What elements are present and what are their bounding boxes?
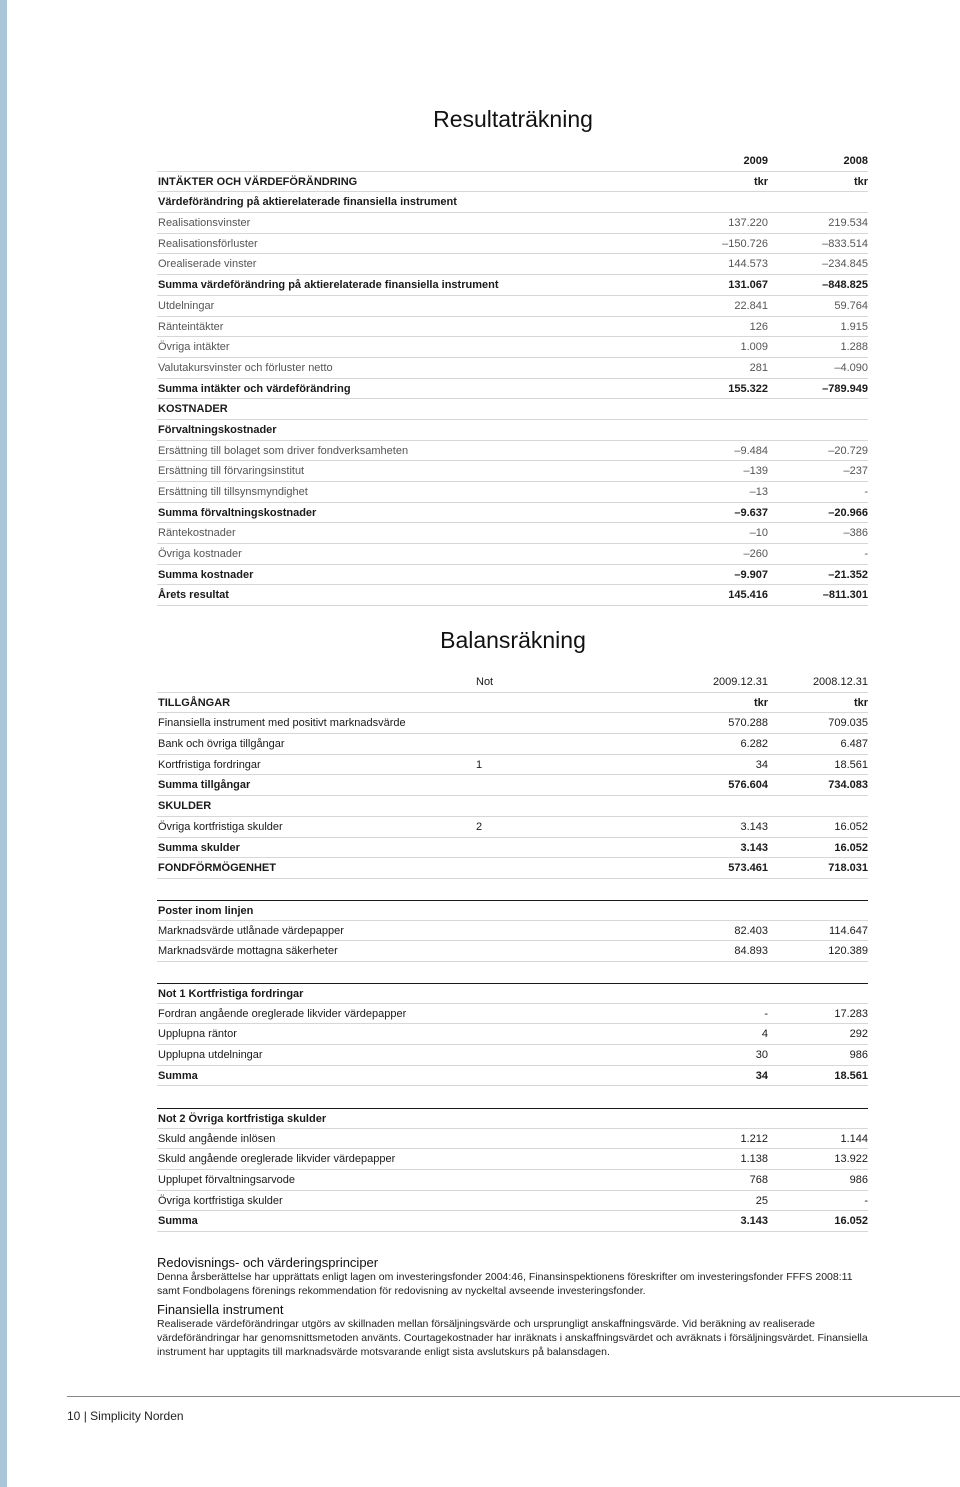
row-value-2: 16.052 bbox=[834, 841, 868, 854]
page-number: 10 bbox=[67, 1409, 81, 1423]
table-row bbox=[157, 399, 868, 420]
row-value-1: –13 bbox=[749, 486, 768, 498]
row-value-2: - bbox=[864, 548, 868, 561]
row-label: Upplupet förvaltningsarvode bbox=[158, 1174, 295, 1187]
year-2009: 2009 bbox=[743, 155, 768, 167]
row-value-2: 1.288 bbox=[840, 341, 868, 354]
row-value-2: 114.647 bbox=[829, 924, 868, 937]
row-value-2: 1.144 bbox=[840, 1132, 868, 1145]
row-value-2: –789.949 bbox=[822, 382, 868, 395]
row-value-2: –848.825 bbox=[822, 279, 868, 292]
table-row bbox=[157, 775, 868, 796]
row-value-2: –4.090 bbox=[834, 361, 868, 374]
row-label: Summa kostnader bbox=[158, 568, 254, 581]
row-value-2: 986 bbox=[849, 1049, 868, 1062]
row-label: Summa värdeförändring på aktierelaterade finansiella instrument bbox=[158, 279, 499, 292]
row-label: Summa bbox=[158, 1215, 198, 1228]
row-value-1: - bbox=[764, 1007, 768, 1020]
table-row bbox=[157, 296, 868, 317]
table-row bbox=[157, 1170, 868, 1191]
row-label: Orealiserade vinster bbox=[158, 258, 257, 271]
row-note-ref: 2 bbox=[476, 820, 483, 833]
financial-instruments-heading: Finansiella instrument bbox=[157, 1302, 284, 1317]
row-value-2: 13.922 bbox=[834, 1153, 868, 1166]
row-value-2: 734.083 bbox=[828, 779, 868, 792]
note2-table bbox=[157, 1108, 868, 1232]
row-value-1: 137.220 bbox=[728, 217, 768, 230]
row-value-1: 573.461 bbox=[728, 862, 768, 875]
date-2009: 2009.12.31 bbox=[712, 676, 768, 688]
row-value-1: 30 bbox=[755, 1049, 768, 1062]
financial-instruments-text: Realiserade värdeförändringar utgörs av skillnaden mellan försäljningsvärde och ursprungligt anskaffningsvärde. Vid beräkning av realiserade värdeförändringar har genomsnittsmetoden använts. Courtagekostnader har inräknats i anskaffningsvärdet och avräknats i försäljningsvärdet. Finansiella instrument har upptagits till marknadsvärde motsvarande enligt sista avslutskurs på balansdagen. bbox=[157, 1318, 868, 1358]
row-value-1: 281 bbox=[749, 361, 768, 374]
row-value-2: 18.561 bbox=[834, 1069, 868, 1082]
table-row bbox=[157, 838, 868, 859]
row-value-1: 576.604 bbox=[728, 779, 768, 792]
table-row bbox=[157, 275, 868, 296]
table-row bbox=[157, 817, 868, 838]
table-row bbox=[157, 1191, 868, 1212]
row-label: Övriga kortfristiga skulder bbox=[158, 1194, 283, 1207]
row-value-1: 1.212 bbox=[740, 1132, 768, 1145]
principles-text: Denna årsberättelse har upprättats enligt lagen om investeringsfonder 2004:46, Finansinspektionens föreskrifter om investeringsfonder FFFS 2008:11 samt Fondbolagens förenings rekommendation för redovisning av nyckeltal avseende investeringsfonder. bbox=[157, 1271, 853, 1297]
table-row bbox=[157, 1211, 868, 1232]
row-value-2: 16.052 bbox=[834, 820, 868, 833]
row-value-1: 1.009 bbox=[740, 341, 768, 354]
row-label: Summa tillgångar bbox=[158, 779, 251, 792]
table-row bbox=[157, 713, 868, 734]
row-label: Ersättning till bolaget som driver fondverksamheten bbox=[158, 444, 409, 457]
table-row bbox=[157, 921, 868, 942]
note2-heading bbox=[157, 1108, 868, 1129]
date-2008: 2008.12.31 bbox=[812, 676, 868, 688]
table-row bbox=[157, 254, 868, 275]
table-row bbox=[157, 693, 868, 714]
row-value-1: 131.067 bbox=[728, 279, 768, 292]
row-label: KOSTNADER bbox=[158, 403, 228, 416]
table-row bbox=[157, 858, 868, 879]
row-label: Summa förvaltningskostnader bbox=[158, 506, 317, 519]
row-label: Årets resultat bbox=[158, 589, 229, 602]
row-value-2: 16.052 bbox=[834, 1215, 868, 1228]
row-label: Värdeförändring på aktierelaterade finansiella instrument bbox=[158, 196, 457, 209]
row-value-1: 768 bbox=[749, 1174, 768, 1187]
footer-divider bbox=[67, 1396, 960, 1397]
off-balance-heading-text: Poster inom linjen bbox=[158, 905, 254, 917]
row-value-2: –234.845 bbox=[822, 258, 868, 271]
row-label: TILLGÅNGAR bbox=[158, 696, 231, 709]
note1-heading bbox=[157, 983, 868, 1004]
row-value-1: 1.138 bbox=[740, 1153, 768, 1166]
note1-heading-text: Not 1 Kortfristiga fordringar bbox=[158, 988, 304, 1000]
table-row bbox=[157, 234, 868, 255]
row-value-2: 292 bbox=[849, 1028, 868, 1041]
row-value-1: –9.484 bbox=[734, 444, 768, 457]
row-label: Skuld angående inlösen bbox=[158, 1132, 276, 1145]
row-label: Kortfristiga fordringar bbox=[158, 758, 261, 771]
row-value-2: - bbox=[864, 1194, 868, 1207]
row-note-ref: 1 bbox=[476, 758, 483, 771]
principles-heading: Redovisnings- och värderingsprinciper bbox=[157, 1255, 379, 1270]
row-value-2: –237 bbox=[843, 465, 868, 478]
row-value-2: –21.352 bbox=[828, 568, 868, 581]
year-2008: 2008 bbox=[843, 155, 868, 167]
row-value-1: 3.143 bbox=[740, 1215, 768, 1228]
page-footer bbox=[67, 1409, 184, 1423]
table-row bbox=[157, 461, 868, 482]
row-value-1: –10 bbox=[749, 527, 768, 540]
row-label: Ersättning till förvaringsinstitut bbox=[158, 465, 305, 478]
row-value-1: 3.143 bbox=[740, 841, 768, 854]
row-label: Summa bbox=[158, 1069, 198, 1082]
row-value-1: 84.893 bbox=[734, 945, 768, 958]
row-value-1: –9.907 bbox=[734, 568, 768, 581]
row-label: Finansiella instrument med positivt marknadsvärde bbox=[158, 717, 406, 730]
row-value-1: 34 bbox=[755, 758, 768, 771]
table-row bbox=[157, 503, 868, 524]
balance-title: Balansräkning bbox=[440, 627, 586, 653]
table-row bbox=[157, 1024, 868, 1045]
row-value-2: –811.301 bbox=[822, 589, 868, 602]
row-value-2: 219.534 bbox=[828, 217, 868, 230]
table-row bbox=[157, 337, 868, 358]
row-value-2: –386 bbox=[843, 527, 868, 540]
table-row bbox=[157, 565, 868, 586]
row-value-2: 718.031 bbox=[828, 862, 868, 875]
result-title: Resultaträkning bbox=[433, 106, 593, 132]
table-row bbox=[157, 358, 868, 379]
table-row bbox=[157, 544, 868, 565]
row-value-2: 120.389 bbox=[828, 945, 868, 958]
table-row bbox=[157, 317, 868, 338]
row-value-1: 570.288 bbox=[728, 717, 768, 730]
row-value-1: 3.143 bbox=[740, 820, 768, 833]
row-label: Valutakursvinster och förluster netto bbox=[158, 361, 333, 374]
note2-heading-text: Not 2 Övriga kortfristiga skulder bbox=[158, 1113, 327, 1125]
row-label: Ersättning till tillsynsmyndighet bbox=[158, 486, 308, 498]
table-row bbox=[157, 192, 868, 213]
row-value-1: –9.637 bbox=[734, 506, 768, 519]
row-value-2: - bbox=[864, 486, 868, 498]
accounting-principles bbox=[157, 1256, 868, 1364]
row-value-1: tkr bbox=[753, 696, 768, 709]
table-row bbox=[157, 172, 868, 193]
row-value-1: 22.841 bbox=[734, 299, 768, 312]
row-value-2: –20.966 bbox=[828, 506, 868, 519]
table-row bbox=[157, 585, 868, 606]
table-row bbox=[157, 523, 868, 544]
table-row bbox=[157, 213, 868, 234]
document-name: Simplicity Norden bbox=[90, 1409, 184, 1423]
row-value-1: 82.403 bbox=[734, 924, 768, 937]
table-row bbox=[157, 734, 868, 755]
row-value-2: 18.561 bbox=[834, 758, 868, 771]
row-value-1: 144.573 bbox=[728, 258, 768, 271]
date-header-row bbox=[157, 672, 868, 693]
row-value-2: tkr bbox=[853, 696, 868, 709]
row-label: Ränteintäkter bbox=[158, 320, 224, 333]
row-label: Upplupna räntor bbox=[158, 1028, 237, 1041]
balance-sheet-table bbox=[157, 672, 868, 879]
table-row bbox=[157, 482, 868, 503]
row-value-2: 1.915 bbox=[840, 320, 868, 333]
income-statement-table bbox=[157, 151, 868, 606]
row-label: Förvaltningskostnader bbox=[158, 423, 277, 436]
row-value-2: –833.514 bbox=[822, 237, 868, 250]
row-value-1: 126 bbox=[749, 320, 768, 333]
row-label: Räntekostnader bbox=[158, 527, 236, 540]
row-value-1: –139 bbox=[743, 465, 768, 478]
row-value-2: 59.764 bbox=[834, 299, 868, 312]
row-value-1: 34 bbox=[755, 1069, 768, 1082]
table-row bbox=[157, 796, 868, 817]
row-label: Skuld angående oreglerade likvider värdepapper bbox=[158, 1153, 396, 1166]
row-label: Övriga intäkter bbox=[158, 341, 230, 354]
row-label: Marknadsvärde utlånade värdepapper bbox=[158, 924, 344, 937]
row-value-1: 6.282 bbox=[740, 738, 768, 751]
table-row bbox=[157, 1149, 868, 1170]
row-label: Realisationsförluster bbox=[158, 237, 258, 250]
row-label: Summa skulder bbox=[158, 841, 240, 854]
note1-table bbox=[157, 983, 868, 1086]
row-label: Övriga kostnader bbox=[158, 548, 242, 561]
row-label: Marknadsvärde mottagna säkerheter bbox=[158, 945, 338, 958]
row-label: Övriga kortfristiga skulder bbox=[158, 820, 283, 833]
table-row bbox=[157, 1045, 868, 1066]
row-value-2: 6.487 bbox=[840, 738, 868, 751]
row-value-1: 145.416 bbox=[728, 589, 768, 602]
row-value-1: –150.726 bbox=[722, 237, 768, 250]
row-value-1: tkr bbox=[753, 175, 768, 188]
row-label: FONDFÖRMÖGENHET bbox=[158, 862, 276, 875]
row-value-1: 25 bbox=[755, 1194, 768, 1207]
row-label: Realisationsvinster bbox=[158, 217, 251, 230]
row-value-2: tkr bbox=[853, 175, 868, 188]
off-balance-heading bbox=[157, 900, 868, 921]
table-row bbox=[157, 1004, 868, 1025]
row-label: Utdelningar bbox=[158, 299, 215, 312]
not-header: Not bbox=[476, 676, 494, 688]
table-row bbox=[157, 941, 868, 962]
row-value-2: 709.035 bbox=[828, 717, 868, 730]
year-header-row bbox=[157, 151, 868, 172]
row-value-1: 4 bbox=[761, 1028, 768, 1041]
table-row bbox=[157, 1129, 868, 1150]
table-row bbox=[157, 1066, 868, 1087]
side-accent-bar bbox=[0, 0, 7, 1487]
row-value-2: 986 bbox=[849, 1174, 868, 1187]
footer-separator: | bbox=[83, 1409, 87, 1423]
row-value-2: –20.729 bbox=[828, 444, 868, 457]
off-balance-table bbox=[157, 900, 868, 962]
row-value-2: 17.283 bbox=[834, 1007, 868, 1020]
row-label: Bank och övriga tillgångar bbox=[158, 738, 285, 751]
row-label: Fordran angående oreglerade likvider värdepapper bbox=[158, 1007, 407, 1020]
row-value-1: –260 bbox=[743, 548, 768, 561]
row-label: Upplupna utdelningar bbox=[158, 1049, 263, 1062]
table-row bbox=[157, 755, 868, 776]
row-label: Summa intäkter och värdeförändring bbox=[158, 382, 351, 395]
row-label: INTÄKTER OCH VÄRDEFÖRÄNDRING bbox=[158, 175, 358, 188]
row-label: SKULDER bbox=[158, 800, 212, 813]
table-row bbox=[157, 379, 868, 400]
table-row bbox=[157, 420, 868, 441]
table-row bbox=[157, 441, 868, 462]
row-value-1: 155.322 bbox=[728, 382, 768, 395]
